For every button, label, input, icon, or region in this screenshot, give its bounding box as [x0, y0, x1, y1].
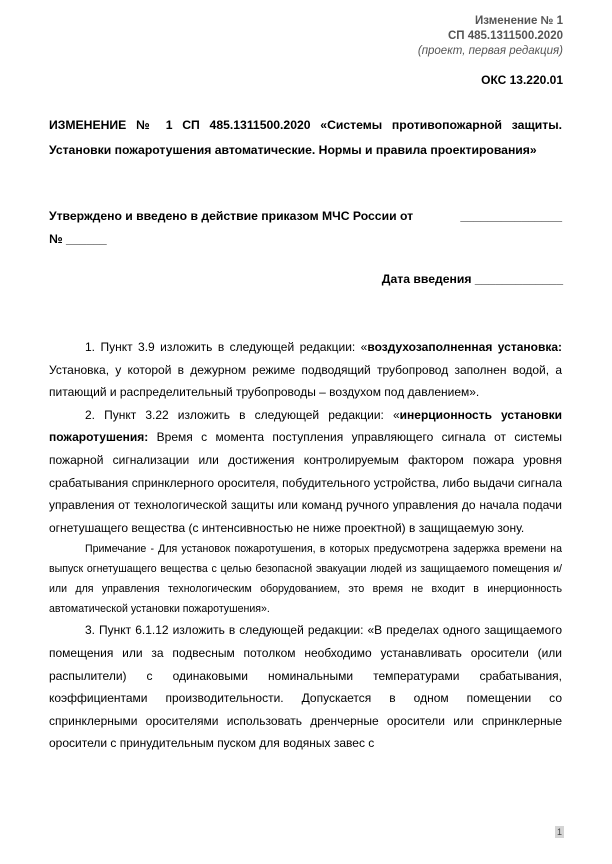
- change-number: Изменение № 1: [475, 15, 563, 27]
- note-paragraph: Примечание - Для установок пожаротушения, в которых предусмотрена задержка времени на выпуск огнетушащего вещества с целью безопасной эвакуации людей из защищаемого помещения и/или для управления технологическим оборудованием, это время не входит в инерционность автоматической установки пожаротушения».: [49, 543, 562, 616]
- item-2: 2. Пункт 3.22 изложить в следующей редакции: «инерционность установки пожаротушения: Время с момента поступления управляющего сигнала от системы пожарной сигнализации или достижения контролируемым фактором пожара уровня срабатывания спринклерного оросителя, побудительного устройства, либо выдачи сигнала управления от технологической защиты или команд ручного управления до начала подачи огнетушащего вещества (с интенсивностью не ниже проектной) в защищаемую зону.: [49, 407, 562, 535]
- document-body: [49, 336, 562, 755]
- oks-code: ОКС 13.220.01: [481, 73, 563, 87]
- approval-date-blank: _______________: [460, 209, 562, 223]
- document-title: ИЗМЕНЕНИЕ № 1 СП 485.1311500.2020 «Системы противопожарной защиты. Установки пожаротушения автоматические. Нормы и правила проектирования»: [49, 118, 562, 157]
- doc-code: СП 485.1311500.2020: [447, 30, 563, 42]
- approval-no-blank: ______: [65, 232, 107, 246]
- document-header: [418, 14, 563, 59]
- introduction-date-blank: _____________: [474, 272, 563, 286]
- draft-note: (проект, первая редакция): [417, 45, 563, 57]
- item-2-term: инерционность установки пожаротушения:: [49, 407, 562, 445]
- approval-line: [49, 205, 562, 251]
- introduction-date-label: Дата введения: [381, 272, 472, 286]
- item-1: 1. Пункт 3.9 изложить в следующей редакции: «воздухозаполненная установка: Установка, у которой в дежурном режиме подводящий трубопровод заполнен водой, а питающий и распределительный трубопроводы – воздухом под давлением».: [49, 340, 562, 400]
- item-3: 3. Пункт 6.1.12 изложить в следующей редакции: «В пределах одного защищаемого помещения или за подвесным потолком необходимо устанавливать оросители (или распылители) с одинаковыми номинальными температурами срабатывания, коэффициентами производительности. Допускается в одном помещении со спринклерными оросителями использовать дренчерные оросители или спринклерные оросители с принудительным пуском для водяных завес с: [49, 623, 562, 751]
- item-1-term: воздухозаполненная установка:: [367, 340, 562, 354]
- page-number: 1: [556, 827, 562, 837]
- approval-no-label: №: [49, 232, 63, 246]
- introduction-date: [382, 272, 563, 286]
- approval-text: Утверждено и введено в действие приказом МЧС России от: [49, 209, 414, 223]
